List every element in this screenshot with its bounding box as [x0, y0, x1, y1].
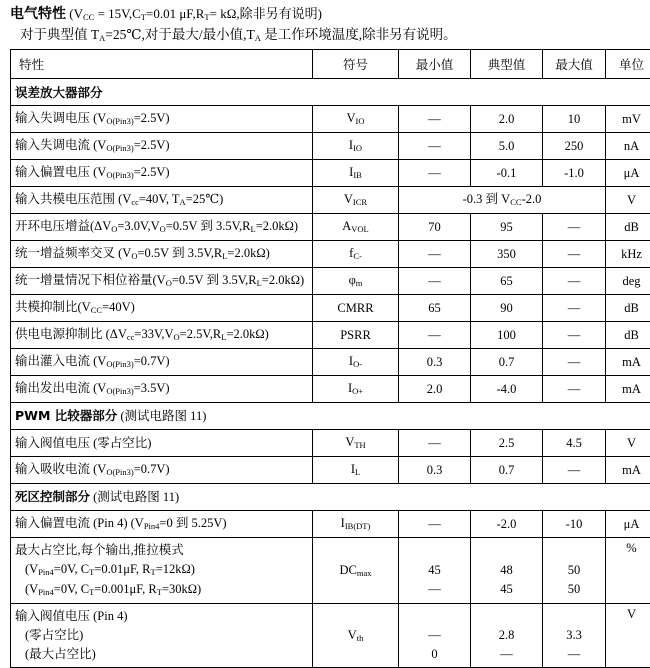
- subscript: O: [131, 251, 137, 261]
- typ-value-cell: 0.7: [471, 349, 543, 376]
- subscript: O(Pin3): [106, 143, 133, 153]
- min-value-cell: —: [399, 241, 471, 268]
- symbol-cell: $\varphi_m$: [313, 268, 399, 295]
- unit-cell: V: [606, 187, 650, 214]
- table-row: [11, 160, 650, 187]
- title-sub-t1: T: [141, 12, 146, 22]
- unit-cell: V: [606, 604, 650, 668]
- unit-cell: V: [606, 430, 650, 457]
- max-value-cell: —: [543, 376, 606, 403]
- min-value-cell: —: [399, 106, 471, 133]
- symbol-cell: CMRR: [313, 295, 399, 322]
- max-value-cell: —: [543, 295, 606, 322]
- max-value-cell: —: [543, 457, 606, 484]
- value-line: 2.8: [471, 626, 542, 645]
- title-cond-3: = kΩ,除非另有说明): [210, 6, 322, 21]
- characteristic-cell: [11, 538, 313, 604]
- max-value-cell: -1.0: [543, 160, 606, 187]
- value-line: [543, 542, 605, 561]
- symbol-cell: $I_{O+}$: [313, 376, 399, 403]
- electrical-characteristics-title: [10, 4, 650, 25]
- typ-value-cell: -4.0: [471, 376, 543, 403]
- value-line: 3.3: [543, 626, 605, 645]
- characteristic-line: 最大占空比,每个输出,推拉模式: [15, 541, 308, 560]
- min-value-cell: 70: [399, 214, 471, 241]
- max-value-cell: —: [543, 268, 606, 295]
- document-heading: [0, 0, 650, 46]
- max-value-cell: 10: [543, 106, 606, 133]
- subscript: IO: [356, 116, 365, 126]
- section-title: PWM 比较器部分 (测试电路图 11): [11, 403, 650, 430]
- header-typ: 典型值: [471, 50, 543, 79]
- title-main-text: 电气特性: [10, 6, 66, 22]
- subscript: max: [357, 568, 372, 578]
- table-row: [11, 349, 650, 376]
- subscript: O+: [352, 386, 363, 396]
- characteristic-line: ($V_{Pin4}=0V$, $C_T=0.01\mu F$, $R_T=12k\Omega$): [15, 560, 308, 580]
- subscript: O(Pin3): [106, 170, 133, 180]
- typ-value-cell: 0.7: [471, 457, 543, 484]
- unit-cell: dB: [606, 295, 650, 322]
- subscript: O(Pin3): [106, 359, 133, 369]
- header-symbol: 符号: [313, 50, 399, 79]
- symbol-cell: $I_{O-}$: [313, 349, 399, 376]
- subscript: Pin4: [38, 587, 54, 597]
- subscript: TH: [354, 440, 365, 450]
- subscript: A: [180, 197, 186, 207]
- characteristic-cell: 输入共模电压范围 ($V_{cc}=40V$, $T_A=25℃$): [11, 187, 313, 214]
- merged-value-cell: -0.3 到 $V_{CC}-2.0$: [399, 187, 606, 214]
- characteristic-cell: 开环电压增益($\Delta V_O=3.0V,V_O=0.5V$ 到 $3.5V,R_L=2.0k\Omega$): [11, 214, 313, 241]
- table-row: [11, 295, 650, 322]
- title-condition-text: ($V_{CC} = 15V,C_T=0.01$ $\mu F,R_T= k\Omega$,除非另有说明): [66, 6, 322, 21]
- min-value-cell: —: [399, 268, 471, 295]
- max-value-cell: 4.5: [543, 430, 606, 457]
- typ-value-cell: 100: [471, 322, 543, 349]
- unit-cell: mV: [606, 106, 650, 133]
- subscript: O(Pin3): [106, 467, 133, 477]
- subscript: O: [111, 224, 117, 234]
- subscript: T: [150, 567, 155, 577]
- value-line: [399, 542, 470, 561]
- section-header-row: [11, 403, 650, 430]
- min-value-cell: —: [399, 133, 471, 160]
- value-line: 0: [399, 645, 470, 664]
- max-value-cell: —: [543, 214, 606, 241]
- subtitle-part-b: =25℃,对于最大/最小值,T: [105, 27, 254, 42]
- temperature-note: [10, 25, 650, 46]
- subscript: IB: [353, 170, 362, 180]
- header-unit: 单位: [606, 50, 650, 79]
- symbol-cell: $I_L$: [313, 457, 399, 484]
- subscript: VOL: [351, 224, 368, 234]
- min-value-cell: —: [399, 322, 471, 349]
- min-value-cell: [399, 538, 471, 604]
- max-value-cell: [543, 604, 606, 668]
- section-header-row: [11, 79, 650, 106]
- subtitle-part-a: 对于典型值 T: [20, 27, 99, 42]
- subscript: O: [160, 224, 166, 234]
- value-line: —: [471, 645, 542, 664]
- typ-value-cell: 350: [471, 241, 543, 268]
- characteristic-line: ($V_{Pin4}=0V$, $C_T=0.001\mu F$, $R_T=30k\Omega$): [15, 580, 308, 600]
- header-max: 最大值: [543, 50, 606, 79]
- value-line: —: [543, 645, 605, 664]
- max-value-cell: [543, 538, 606, 604]
- subscript: Pin4: [144, 521, 160, 531]
- subscript: CC: [91, 305, 102, 315]
- subscript: T: [89, 587, 94, 597]
- table-row: [11, 604, 650, 668]
- characteristic-line: 输入阀值电压 (Pin 4): [15, 607, 308, 626]
- unit-cell: dB: [606, 214, 650, 241]
- symbol-cell: $V_{IO}$: [313, 106, 399, 133]
- symbol-cell: $DC_{max}$: [313, 538, 399, 604]
- max-value-cell: —: [543, 241, 606, 268]
- typ-value-cell: 5.0: [471, 133, 543, 160]
- value-line: [399, 607, 470, 626]
- characteristic-cell: 输入失调电压 $(V_{O(Pin3)}=2.5V)$: [11, 106, 313, 133]
- symbol-cell: PSRR: [313, 322, 399, 349]
- unit-cell: deg: [606, 268, 650, 295]
- min-value-cell: 65: [399, 295, 471, 322]
- table-header-row: [11, 50, 650, 79]
- subscript: cc: [131, 197, 139, 207]
- unit-cell: nA: [606, 133, 650, 160]
- value-line: 50: [543, 580, 605, 599]
- subscript: O(Pin3): [106, 116, 133, 126]
- characteristic-cell: 输入偏置电流 (Pin 4) ($V_{Pin4}=0$ 到 5.25V): [11, 511, 313, 538]
- subscript: ICR: [353, 197, 367, 207]
- value-line: 45: [471, 580, 542, 599]
- typ-value-cell: [471, 604, 543, 668]
- subtitle-sub-b: A: [255, 33, 261, 43]
- symbol-cell: $f_{C-}$: [313, 241, 399, 268]
- symbol-cell: $V_{ICR}$: [313, 187, 399, 214]
- max-value-cell: 250: [543, 133, 606, 160]
- typ-value-cell: -2.0: [471, 511, 543, 538]
- subscript: T: [89, 567, 94, 577]
- value-line: 48: [471, 561, 542, 580]
- symbol-cell: $I_{IB(DT)}$: [313, 511, 399, 538]
- characteristic-cell: 供电电源抑制比 $(\Delta V_{cc}=33V,V_O=2.5V,R_L=2.0k\Omega)$: [11, 322, 313, 349]
- characteristic-cell: [11, 604, 313, 668]
- characteristic-cell: 输入阀值电压 (零占空比): [11, 430, 313, 457]
- table-row: [11, 241, 650, 268]
- title-sub-cc: CC: [83, 12, 94, 22]
- characteristic-cell: 输入吸收电流 $(V_{O(Pin3)}=0.7V)$: [11, 457, 313, 484]
- typ-value-cell: -0.1: [471, 160, 543, 187]
- value-line: [543, 607, 605, 626]
- typ-value-cell: 95: [471, 214, 543, 241]
- table-body: [11, 79, 650, 668]
- subscript: O: [166, 278, 172, 288]
- characteristic-cell: 统一增益频率交叉 ($V_O=0.5V$ 到 $3.5V,R_L=2.0k\Omega$): [11, 241, 313, 268]
- subscript: C-: [353, 251, 362, 261]
- min-value-cell: —: [399, 160, 471, 187]
- table-row: [11, 214, 650, 241]
- characteristic-cell: 输出发出电流 $(V_{O(Pin3)}=3.5V)$: [11, 376, 313, 403]
- subscript: cc: [127, 332, 135, 342]
- subscript: L: [355, 467, 360, 477]
- title-sub-t2: T: [204, 12, 209, 22]
- typ-value-cell: 90: [471, 295, 543, 322]
- subscript: IO: [353, 143, 362, 153]
- value-line: —: [399, 626, 470, 645]
- characteristic-cell: 输入偏置电压 $(V_{O(Pin3)}=2.5V)$: [11, 160, 313, 187]
- value-line: [471, 607, 542, 626]
- subtitle-part-c: 是工作环境温度,除非另有说明。: [261, 27, 457, 42]
- title-cond-2: =0.01 μF,R: [146, 6, 204, 21]
- value-line: [471, 542, 542, 561]
- subtitle-sub-a: A: [99, 33, 105, 43]
- table-row: [11, 430, 650, 457]
- max-value-cell: —: [543, 322, 606, 349]
- subscript: IB(DT): [345, 521, 371, 531]
- header-min: 最小值: [399, 50, 471, 79]
- min-value-cell: —: [399, 430, 471, 457]
- subscript: T: [157, 587, 162, 597]
- subscript: O-: [353, 359, 362, 369]
- unit-cell: μA: [606, 160, 650, 187]
- table-row: [11, 268, 650, 295]
- unit-cell: %: [606, 538, 650, 604]
- table-row: [11, 376, 650, 403]
- subscript: L: [257, 278, 262, 288]
- min-value-cell: 2.0: [399, 376, 471, 403]
- symbol-cell: $I_{IB}$: [313, 160, 399, 187]
- table-row: [11, 457, 650, 484]
- typ-value-cell: 2.0: [471, 106, 543, 133]
- section-note: (测试电路图 11): [90, 490, 179, 504]
- subscript: O(Pin3): [106, 386, 133, 396]
- table-row: [11, 538, 650, 604]
- min-value-cell: —: [399, 511, 471, 538]
- symbol-cell: $A_{VOL}$: [313, 214, 399, 241]
- subscript: L: [221, 332, 226, 342]
- title-cond-1: = 15V,C: [94, 6, 140, 21]
- typ-value-cell: 65: [471, 268, 543, 295]
- min-value-cell: 0.3: [399, 349, 471, 376]
- table-row: [11, 133, 650, 160]
- unit-cell: μA: [606, 511, 650, 538]
- subscript: L: [251, 224, 256, 234]
- max-value-cell: —: [543, 349, 606, 376]
- subscript: Pin4: [38, 567, 54, 577]
- section-title: 误差放大器部分: [11, 79, 650, 106]
- characteristic-cell: 统一增量情况下相位裕量($V_O=0.5V$ 到 $3.5V,R_L=2.0k\Omega$): [11, 268, 313, 295]
- characteristic-line: (最大占空比): [15, 645, 308, 664]
- table-row: [11, 106, 650, 133]
- characteristic-cell: 输出灌入电流 $(V_{O(Pin3)}=0.7V)$: [11, 349, 313, 376]
- unit-cell: mA: [606, 349, 650, 376]
- table-row: [11, 511, 650, 538]
- unit-cell: mA: [606, 376, 650, 403]
- subscript: O: [174, 332, 180, 342]
- subscript: CC: [510, 197, 521, 207]
- value-line: 45: [399, 561, 470, 580]
- header-characteristic: 特性: [11, 50, 313, 79]
- electrical-characteristics-table: [10, 49, 650, 668]
- max-value-cell: -10: [543, 511, 606, 538]
- min-value-cell: 0.3: [399, 457, 471, 484]
- characteristic-line: (零占空比): [15, 626, 308, 645]
- section-note: (测试电路图 11): [117, 409, 206, 423]
- typ-value-cell: 2.5: [471, 430, 543, 457]
- characteristic-cell: 共模抑制比$(V_{CC}=40V)$: [11, 295, 313, 322]
- unit-cell: kHz: [606, 241, 650, 268]
- table-row: [11, 187, 650, 214]
- subscript: L: [222, 251, 227, 261]
- unit-cell: mA: [606, 457, 650, 484]
- symbol-cell: $V_{th}$: [313, 604, 399, 668]
- value-line: 50: [543, 561, 605, 580]
- characteristic-cell: 输入失调电流 $(V_{O(Pin3)}=2.5V)$: [11, 133, 313, 160]
- section-title: 死区控制部分 (测试电路图 11): [11, 484, 650, 511]
- value-line: —: [399, 580, 470, 599]
- unit-cell: dB: [606, 322, 650, 349]
- subscript: m: [356, 278, 363, 288]
- section-header-row: [11, 484, 650, 511]
- min-value-cell: [399, 604, 471, 668]
- symbol-cell: $I_{IO}$: [313, 133, 399, 160]
- subscript: th: [357, 633, 364, 643]
- table-row: [11, 322, 650, 349]
- symbol-cell: $V_{TH}$: [313, 430, 399, 457]
- typ-value-cell: [471, 538, 543, 604]
